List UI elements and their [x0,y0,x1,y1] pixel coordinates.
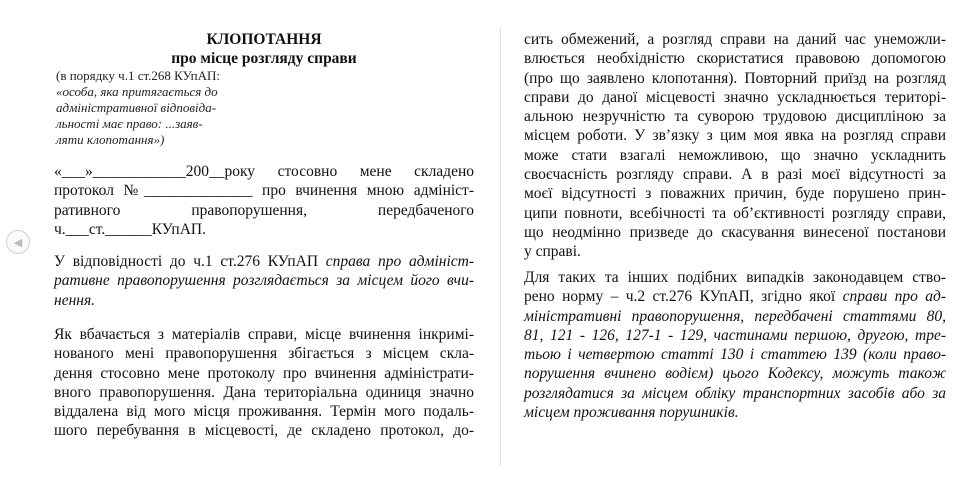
paragraph-line: Як вбачається з матеріалів справи, місце вчинення інкримі- [54,326,474,343]
legal-note [56,68,266,148]
note-line: адміністративної відповіда- [56,100,217,115]
text-normal: У відповідності до ч.1 ст.276 КУпАП [54,253,326,270]
paragraph-line: ративного правопорушення, передбаченого [54,201,474,219]
paragraph-line: влюється необхідністю скористатися правовою допомогою [524,50,946,68]
paragraph-line: Для таких та інших подібних випадків законодавцем ство- [524,269,946,286]
paragraph-line: моєї відсутності з поважних причин, буде порушено прин- [524,185,946,203]
text-italic: справа про адмініст- [325,253,474,270]
circumstances-paragraph [54,325,474,441]
paragraph-line: тьою і четвертою статті 130 і статтею 139 (коли право- [524,346,946,364]
previous-page-button[interactable] [6,230,30,254]
paragraph-line: шого перебування в місцевості, де складено протокол, до- [54,422,474,440]
paragraph-line: місцем роботи. У зв’язку з цим моя явка на розгляд справи [524,127,946,145]
note-line: ляти клопотання») [56,132,165,147]
note-line: (в порядку ч.1 ст.268 КУпАП: [56,68,220,83]
paragraph-line: альною незручністю та суворою трудовою дисципліною за [524,108,946,126]
paragraph-line: вного правопорушення. Дана територіальна одиниця значно [54,383,474,401]
paragraph-line: нованого мені правопорушення збігається з місцем скла- [54,345,474,363]
paragraph-line [524,287,946,306]
continuation-paragraph [524,30,946,262]
note-line: льності має право: ...заяв- [56,116,203,131]
paragraph-line: міністративні правопорушення, передбачені статтями 80, [524,307,946,325]
article-paragraph [54,252,474,310]
legal-norm-paragraph [524,268,946,422]
paragraph-line: своєчасність розгляду справи. А в разі моєї відсутності за [524,166,946,184]
paragraph-line: дення стосовно мене протоколу про вчинення адміністрати- [54,364,474,382]
paragraph-line: ч.___ст.______КУпАП. [54,220,206,238]
document-subtitle: про місце розгляду справи [171,50,357,67]
note-line: «особа, яка притягається до [56,84,218,99]
text-normal: рено норму – ч.2 ст.276 КУпАП, згідно якої [524,288,843,306]
paragraph-line: може стати взагалі неможливою, що значно ускладнить [524,146,946,164]
document-title: КЛОПОТАННЯ [206,31,322,48]
paragraph-line: нення. [54,291,96,309]
paragraph-line: місцем проживання порушників. [524,404,739,422]
paragraph-line: віддалена від мого місця проживання. Термін мого подаль- [54,403,474,421]
paragraph-line: протокол №______________ про вчинення мною адмініст- [54,182,474,200]
protocol-paragraph [54,162,474,239]
chevron-left-icon: ◀ [13,235,23,249]
paragraph-line: що неодмінно призведе до скасування винесеної постанови [524,223,946,241]
paragraph-line: «___»____________200__року стосовно мене складено [54,163,474,180]
paragraph-line: розглядатися за місцем обліку транспортних засобів або за [524,384,946,402]
paragraph-line: сить обмежений, а розгляд справи на даний час унеможли- [524,31,946,48]
paragraph-line: ративне правопорушення розглядається за місцем його вчи- [54,272,474,290]
text-italic: справи про ад- [842,288,946,306]
paragraph-line: у справі. [524,243,581,261]
paragraph-line: 81, 121 - 126, 127-1 - 129, частинами першою, другою, тре- [524,326,946,344]
paragraph-line: ципи повноти, всебічності та об’єктивності розгляду справи, [524,204,946,222]
paragraph-line: порушення вчинено водієм) цього Кодексу, можуть також [524,365,946,383]
page-divider [500,28,501,466]
paragraph-line [54,252,474,271]
paragraph-line: справи до даної місцевості значно ускладнюється територі- [524,88,946,106]
paragraph-line: (про що заявлено клопотання). Повторний приїзд на розгляд [524,69,946,87]
